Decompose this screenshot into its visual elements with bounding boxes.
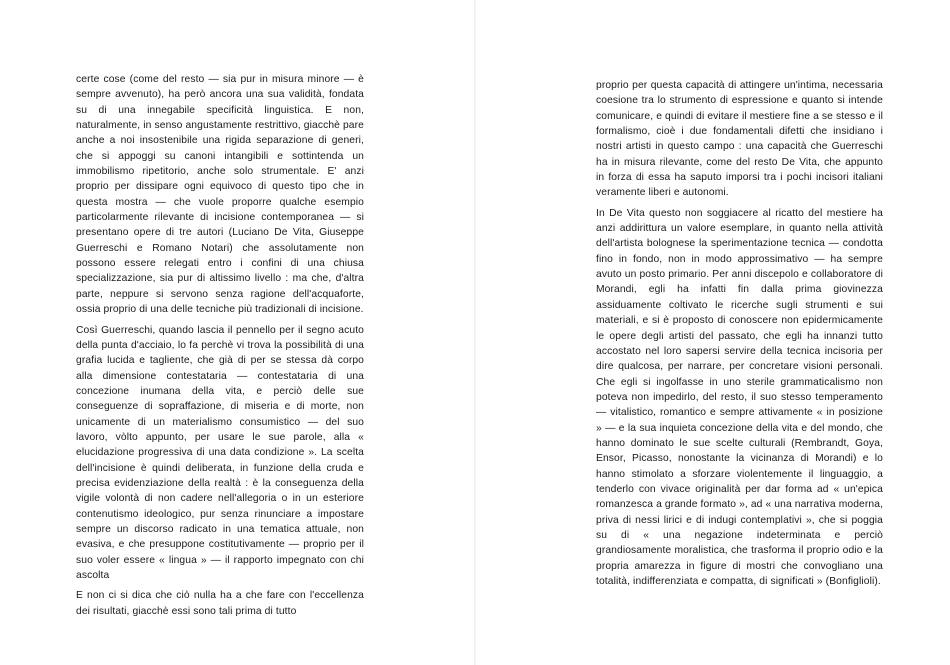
left-text-column (76, 72, 364, 624)
left-paragraph-3: E non ci si dica che ciò nulla ha a che fare con l'eccellenza dei risultati, giacchè essi sono tali prima di tutto (76, 590, 364, 617)
left-page (0, 0, 474, 665)
right-page (476, 0, 950, 665)
right-paragraph-1: proprio per questa capacità di attingere un'intima, necessaria coesione tra lo strumento di espressione e quanto si intende comunicare, e quindi di evitare il mestiere fine a se stesso e il formalismo, cioè i due fondamentali difetti che insidiano i nostri artisti in questo campo : una capacità che Guerreschi ha in misura rilevante, come del resto De Vita, che appunto in forza di essa ha saputo imporsi tra i pochi incisori italiani veramente liberi e autonomi. (596, 80, 883, 199)
right-text-column (596, 78, 883, 594)
left-paragraph-2: Così Guerreschi, quando lascia il pennello per il segno acuto della punta d'acciaio, lo fa perchè vi trova la possibilità di una grafia lucida e tagliente, che già di per se stessa dà corpo alla dimensione contestataria — contestataria di una concezione inumana della vita, e perciò delle sue conseguenze di sopraffazione, di miseria e di morte, non unicamente di un materialismo consumistico — del suo lavoro, vòlto appunto, per usare le sue parole, alla « elucidazione progressiva di una data condizione ». La scelta dell'incisione è quindi deliberata, in funzione della cruda e precisa evidenziazione della realtà : è la conseguenza della vigile volontà di non cadere nell'allegoria o in un esteriore contenutismo ideologico, pur senza rinunciare a impostare sempre un discorso radicato in una tematica attuale, non evasiva, e che presuppone costitutivamente — proprio per il suo voler essere « lingua » — il rapporto impegnato con chi ascolta (76, 324, 364, 581)
left-paragraph-1: certe cose (come del resto — sia pur in misura minore — è sempre avvenuto), ha però ancora una sua validità, fondata su di una innegabile specificità linguistica. E non, naturalmente, in senso angustamente restrittivo, giacchè pare anche a noi insostenibile una rigida separazione di generi, che si appoggi su canoni intangibili e sottintenda un immobilismo ripetitorio, anche solo strumentale. E' anzi proprio per dissipare ogni equivoco di questo tipo che in questa mostra — che vuole proporre qualche esempio particolarmente rilevante di incisione contemporanea — si presentano opere di tre autori (Luciano De Vita, Giuseppe Guerreschi e Romano Notari) che assolutamente non possono essere relegati entro i confini di una chiusa specializzazione, sia pur di altissimo livello : ma che, d'altra parte, neppure si servono senza ragione dell'acquaforte, ossia proprio di una delle tecniche più tradizionali di incisione. (76, 74, 364, 316)
right-paragraph-2: In De Vita questo non soggiacere al ricatto del mestiere ha anzi addirittura un valore esemplare, in quanto nella attività dell'artista bolognese la sperimentazione tecnica — condotta fino in fondo, non in modo approssimativo — ha sempre avuto un posto primario. Per anni discepolo e collaboratore di Morandi, egli ha infatti fin dalla prima giovinezza assiduamente coltivato le ricerche sugli strumenti e sui materiali, e si è proposto di conoscere non epidermicamente le opere degli artisti del passato, che egli ha innanzi tutto accostato nel loro sapersi servire della tecnica incisoria per dire qualcosa, per narrare, per concretare visioni personali. Che egli si ingolfasse in uno sterile grammaticalismo non poteva non impedirlo, del resto, il suo stesso temperamento — vitalistico, romantico e sempre attivamente « in posizione » — e la sua inquieta concezione della vita e del mondo, che hanno dominato le sue scelte culturali (Rembrandt, Goya, Ensor, Picasso, nonostante la vicinanza di Morandi) e lo hanno stimolato a sforzare violentemente il linguaggio, a tenderlo con vivace originalità per dar forma ad « un'epica romanzesca a grande formato », ad « una narrativa moderna, priva di nessi lirici e di indugi contemplativi », che si poggia su di « una negazione indeterminata e perciò grandiosamente moralistica, che trasforma il proprio odio e la propria amarezza in figure di mostri che convogliano una totalità, indifferenziata e compatta, di significati » (Bonfiglioli). (596, 207, 883, 587)
